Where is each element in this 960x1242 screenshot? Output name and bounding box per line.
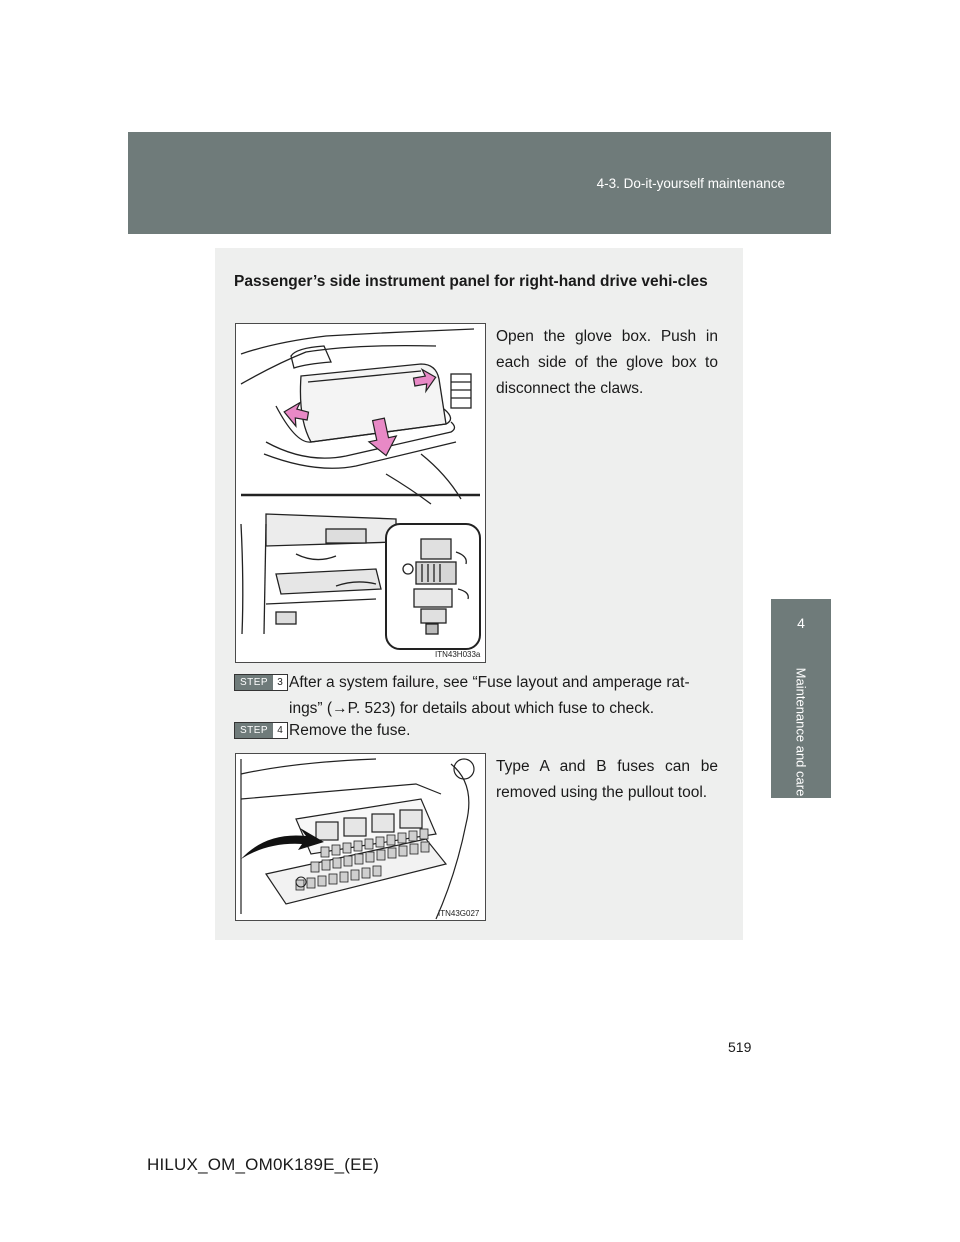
step-4-badge	[234, 722, 288, 739]
glove-box-illustration	[236, 324, 485, 662]
glove-box-figure	[235, 323, 486, 663]
instruction-pullout-tool: Type A and B fuses can be removed using the pullout tool.	[496, 758, 718, 801]
instruction-glove-box: Open the glove box. Push in each side of the glove box to disconnect the claws.	[496, 328, 718, 397]
document-code: HILUX_OM_OM0K189E_(EE)	[147, 1155, 380, 1174]
step-3-badge-number: 3	[273, 675, 287, 690]
step-4	[234, 718, 718, 744]
step-3-badge-label: STEP	[235, 675, 273, 690]
step-3-text-line2: ings” (→P. 523) for details about which fuse to check.	[289, 700, 655, 717]
step-3	[234, 670, 718, 722]
chapter-tab-text: Maintenance and care	[793, 667, 809, 796]
chapter-tab-label	[771, 665, 831, 798]
step-4-badge-number: 4	[273, 723, 287, 738]
step-4-badge-label: STEP	[235, 723, 273, 738]
fuse-box-figure	[235, 753, 486, 921]
step-3-badge	[234, 674, 288, 691]
figure-1-code: ITN43H033a	[435, 650, 481, 659]
subheading: Passenger’s side instrument panel for right-hand drive vehi-cles	[234, 273, 708, 290]
figure-2-code: ITN43G027	[438, 909, 480, 918]
fuse-box-illustration	[236, 754, 485, 920]
section-title: 4-3. Do-it-yourself maintenance	[596, 176, 785, 191]
header-band	[128, 132, 831, 234]
step-3-text-line1: After a system failure, see “Fuse layout and amperage rat-	[289, 674, 690, 691]
page-number: 519	[728, 1039, 752, 1055]
step-4-text: Remove the fuse.	[289, 722, 411, 739]
chapter-tab-number: 4	[771, 599, 831, 665]
